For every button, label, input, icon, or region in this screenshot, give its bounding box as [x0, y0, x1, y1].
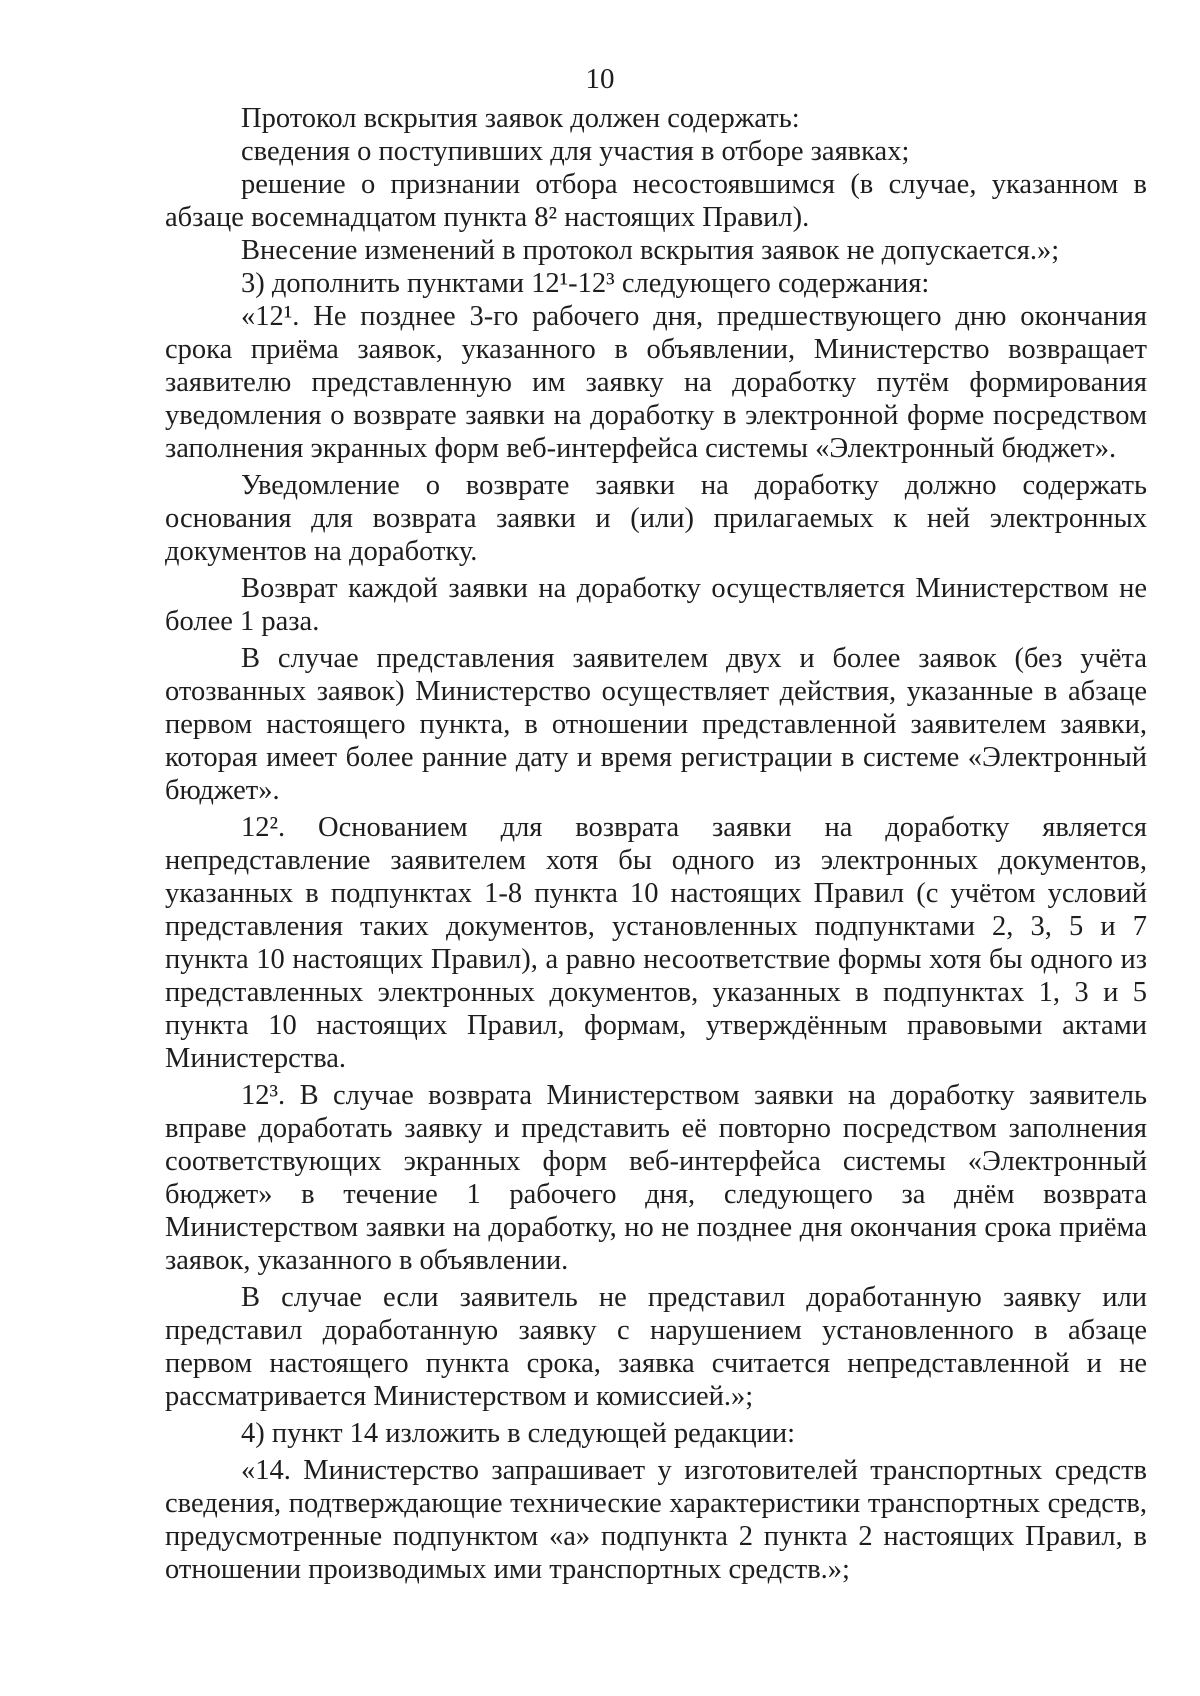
page-number: 10 — [585, 63, 615, 95]
paragraph-selection-failed: решение о признании отбора несостоявшимся (в случае, указанном в абзаце восемнадцатом пункта 8² настоящих Правил). — [165, 169, 1147, 233]
paragraph-return-notice: Уведомление о возврате заявки на доработку должно содержать основания для возврата заявки и (или) прилагаемых к ней электронных документов на доработку. — [165, 470, 1147, 567]
paragraph-protocol-contents: Протокол вскрытия заявок должен содержать: — [241, 103, 800, 134]
paragraph-return-once: Возврат каждой заявки на доработку осуществляется Министерством не более 1 раза. — [165, 573, 1147, 637]
paragraph-item-4: 4) пункт 14 изложить в следующей редакции: — [241, 1418, 796, 1449]
paragraph-item-3: 3) дополнить пунктами 12¹-12³ следующего содержания: — [241, 268, 930, 299]
paragraph-clause-12-3: 12³. В случае возврата Министерством заявки на доработку заявитель вправе доработать заявку и представить её повторно посредством заполнения соответствующих экранных форм веб-интерфейса системы «Электронный бюджет» в течение 1 рабочего дня, следующего за днём возврата Министерством заявки на доработку, но не позднее дня окончания срока приёма заявок, указанного в объявлении. — [165, 1080, 1147, 1276]
paragraph-multiple-applications: В случае представления заявителем двух и более заявок (без учёта отозванных заявок) Министерство осуществляет действия, указанные в абзаце первом настоящего пункта, в отношении представленной заявителем заявки, которая имеет более ранние дату и время регистрации в системе «Электронный бюджет». — [165, 643, 1147, 806]
paragraph-clause-14: «14. Министерство запрашивает у изготовителей транспортных средств сведения, подтверждающие технические характеристики транспортных средств, предусмотренные подпунктом «а» подпункта 2 пункта 2 настоящих Правил, в отношении производимых ими транспортных средств.»; — [165, 1455, 1147, 1585]
paragraph-received-applications: сведения о поступивших для участия в отборе заявках; — [241, 136, 910, 167]
paragraph-not-submitted: В случае если заявитель не представил доработанную заявку или представил доработанную заявку с нарушением установленного в абзаце первом настоящего пункта срока, заявка считается непредставленной и не рассматривается Министерством и комиссией.»; — [165, 1282, 1147, 1412]
document-body — [165, 102, 1147, 1586]
paragraph-clause-12-1: «12¹. Не позднее 3-го рабочего дня, предшествующего дню окончания срока приёма заявок, указанного в объявлении, Министерство возвращает заявителю представленную им заявку на доработку путём формирования уведомления о возврате заявки на доработку в электронной форме посредством заполнения экранных форм веб-интерфейса системы «Электронный бюджет». — [165, 301, 1147, 464]
paragraph-clause-12-2: 12². Основанием для возврата заявки на доработку является непредставление заявителем хотя бы одного из электронных документов, указанных в подпунктах 1-8 пункта 10 настоящих Правил (с учётом условий представления таких документов, установленных подпунктами 2, 3, 5 и 7 пункта 10 настоящих Правил), а равно несоответствие формы хотя бы одного из представленных электронных документов, указанных в подпунктах 1, 3 и 5 пункта 10 настоящих Правил, формам, утверждённым правовыми актами Министерства. — [165, 812, 1147, 1074]
paragraph-no-changes-allowed: Внесение изменений в протокол вскрытия заявок не допускается.»; — [241, 235, 1060, 266]
